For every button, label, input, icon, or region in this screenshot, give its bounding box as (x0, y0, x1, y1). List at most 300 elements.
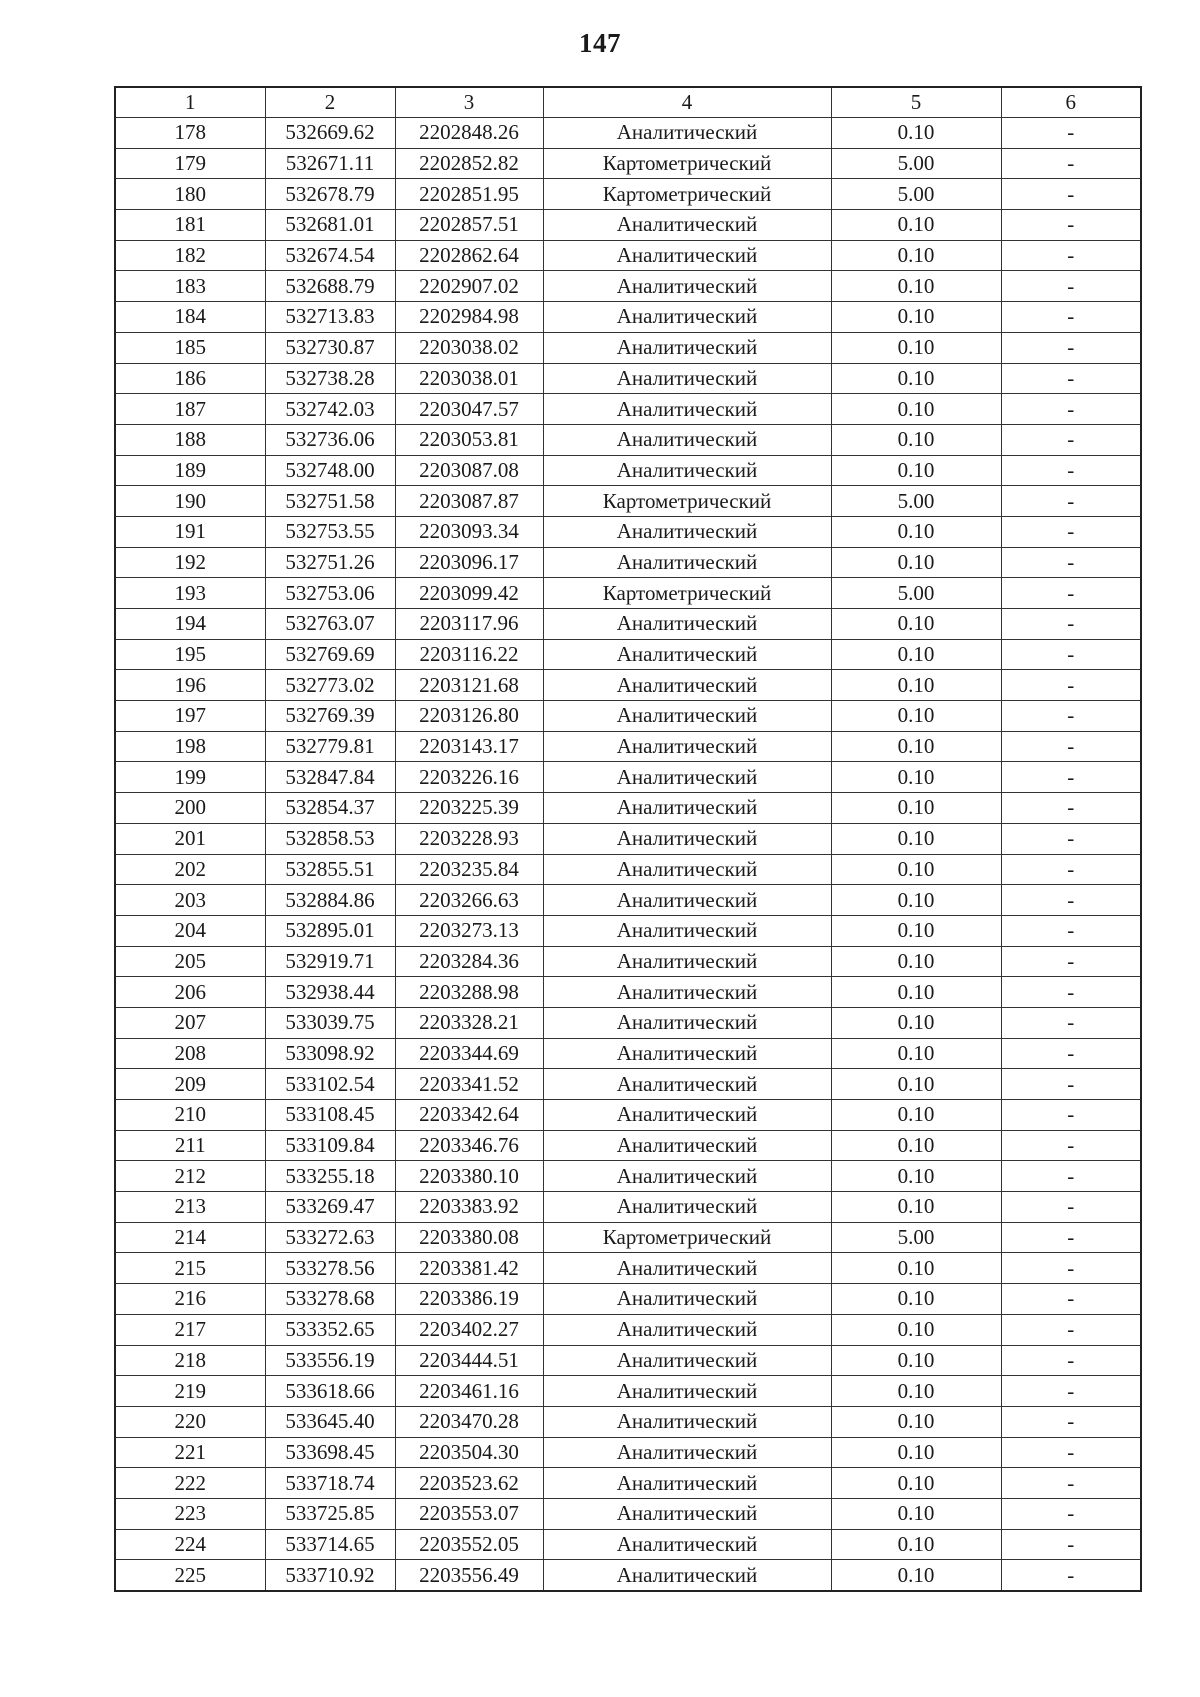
note-cell: - (1001, 1038, 1141, 1069)
point-number-cell: 179 (115, 148, 265, 179)
accuracy-cell: 0.10 (831, 1007, 1001, 1038)
table-row (115, 1406, 1141, 1437)
table-row (115, 578, 1141, 609)
method-cell: Аналитический (543, 271, 831, 302)
accuracy-cell: 0.10 (831, 1437, 1001, 1468)
accuracy-cell: 0.10 (831, 1284, 1001, 1315)
note-cell: - (1001, 1376, 1141, 1407)
point-number-cell: 225 (115, 1560, 265, 1591)
accuracy-cell: 0.10 (831, 1406, 1001, 1437)
point-number-cell: 196 (115, 670, 265, 701)
point-number-cell: 211 (115, 1130, 265, 1161)
accuracy-cell: 0.10 (831, 762, 1001, 793)
column-header-2: 2 (265, 87, 395, 118)
note-cell: - (1001, 1161, 1141, 1192)
x-coordinate-cell: 533725.85 (265, 1498, 395, 1529)
table-row (115, 210, 1141, 241)
x-coordinate-cell: 533278.56 (265, 1253, 395, 1284)
x-coordinate-cell: 532884.86 (265, 885, 395, 916)
method-cell: Аналитический (543, 1468, 831, 1499)
point-number-cell: 188 (115, 424, 265, 455)
x-coordinate-cell: 533352.65 (265, 1314, 395, 1345)
y-coordinate-cell: 2203143.17 (395, 731, 543, 762)
table-row (115, 1069, 1141, 1100)
note-cell: - (1001, 1069, 1141, 1100)
point-number-cell: 209 (115, 1069, 265, 1100)
x-coordinate-cell: 532688.79 (265, 271, 395, 302)
table-row (115, 1468, 1141, 1499)
accuracy-cell: 0.10 (831, 455, 1001, 486)
x-coordinate-cell: 532751.26 (265, 547, 395, 578)
point-number-cell: 198 (115, 731, 265, 762)
table-row (115, 547, 1141, 578)
x-coordinate-cell: 533645.40 (265, 1406, 395, 1437)
note-cell: - (1001, 793, 1141, 824)
note-cell: - (1001, 885, 1141, 916)
table-row (115, 302, 1141, 333)
table-row (115, 148, 1141, 179)
note-cell: - (1001, 1007, 1141, 1038)
point-number-cell: 221 (115, 1437, 265, 1468)
method-cell: Аналитический (543, 609, 831, 640)
x-coordinate-cell: 532748.00 (265, 455, 395, 486)
method-cell: Аналитический (543, 302, 831, 333)
note-cell: - (1001, 363, 1141, 394)
note-cell: - (1001, 1130, 1141, 1161)
column-header-3: 3 (395, 87, 543, 118)
method-cell: Аналитический (543, 670, 831, 701)
accuracy-cell: 0.10 (831, 639, 1001, 670)
table-row (115, 1222, 1141, 1253)
y-coordinate-cell: 2203504.30 (395, 1437, 543, 1468)
table-row (115, 731, 1141, 762)
accuracy-cell: 0.10 (831, 118, 1001, 149)
x-coordinate-cell: 532678.79 (265, 179, 395, 210)
y-coordinate-cell: 2203273.13 (395, 915, 543, 946)
point-number-cell: 203 (115, 885, 265, 916)
column-header-6: 6 (1001, 87, 1141, 118)
y-coordinate-cell: 2203553.07 (395, 1498, 543, 1529)
table-row (115, 1038, 1141, 1069)
table-row (115, 486, 1141, 517)
accuracy-cell: 0.10 (831, 363, 1001, 394)
accuracy-cell: 0.10 (831, 1253, 1001, 1284)
note-cell: - (1001, 547, 1141, 578)
y-coordinate-cell: 2203328.21 (395, 1007, 543, 1038)
method-cell: Аналитический (543, 731, 831, 762)
note-cell: - (1001, 240, 1141, 271)
x-coordinate-cell: 532681.01 (265, 210, 395, 241)
table-row (115, 670, 1141, 701)
accuracy-cell: 0.10 (831, 701, 1001, 732)
method-cell: Аналитический (543, 701, 831, 732)
accuracy-cell: 0.10 (831, 977, 1001, 1008)
column-header-4: 4 (543, 87, 831, 118)
accuracy-cell: 0.10 (831, 854, 1001, 885)
note-cell: - (1001, 854, 1141, 885)
y-coordinate-cell: 2202984.98 (395, 302, 543, 333)
y-coordinate-cell: 2202852.82 (395, 148, 543, 179)
accuracy-cell: 0.10 (831, 1498, 1001, 1529)
y-coordinate-cell: 2203556.49 (395, 1560, 543, 1591)
method-cell: Аналитический (543, 210, 831, 241)
x-coordinate-cell: 533269.47 (265, 1192, 395, 1223)
point-number-cell: 219 (115, 1376, 265, 1407)
accuracy-cell: 5.00 (831, 179, 1001, 210)
note-cell: - (1001, 1222, 1141, 1253)
table-header-row (115, 87, 1141, 118)
y-coordinate-cell: 2203093.34 (395, 516, 543, 547)
point-number-cell: 213 (115, 1192, 265, 1223)
point-number-cell: 214 (115, 1222, 265, 1253)
page-number: 147 (579, 28, 621, 58)
accuracy-cell: 0.10 (831, 332, 1001, 363)
table-row (115, 1130, 1141, 1161)
note-cell: - (1001, 179, 1141, 210)
y-coordinate-cell: 2203344.69 (395, 1038, 543, 1069)
x-coordinate-cell: 533618.66 (265, 1376, 395, 1407)
x-coordinate-cell: 532730.87 (265, 332, 395, 363)
point-number-cell: 217 (115, 1314, 265, 1345)
method-cell: Аналитический (543, 240, 831, 271)
accuracy-cell: 0.10 (831, 946, 1001, 977)
table-row (115, 271, 1141, 302)
point-number-cell: 220 (115, 1406, 265, 1437)
method-cell: Аналитический (543, 1314, 831, 1345)
note-cell: - (1001, 670, 1141, 701)
point-number-cell: 224 (115, 1529, 265, 1560)
note-cell: - (1001, 424, 1141, 455)
x-coordinate-cell: 533718.74 (265, 1468, 395, 1499)
method-cell: Аналитический (543, 1192, 831, 1223)
point-number-cell: 202 (115, 854, 265, 885)
table-row (115, 946, 1141, 977)
table-row (115, 1161, 1141, 1192)
note-cell: - (1001, 823, 1141, 854)
point-number-cell: 218 (115, 1345, 265, 1376)
y-coordinate-cell: 2203126.80 (395, 701, 543, 732)
y-coordinate-cell: 2203117.96 (395, 609, 543, 640)
note-cell: - (1001, 578, 1141, 609)
table-row (115, 1498, 1141, 1529)
note-cell: - (1001, 394, 1141, 425)
accuracy-cell: 0.10 (831, 1192, 1001, 1223)
method-cell: Аналитический (543, 455, 831, 486)
method-cell: Аналитический (543, 885, 831, 916)
table-row (115, 609, 1141, 640)
method-cell: Аналитический (543, 1560, 831, 1591)
note-cell: - (1001, 731, 1141, 762)
x-coordinate-cell: 532713.83 (265, 302, 395, 333)
method-cell: Аналитический (543, 1100, 831, 1131)
y-coordinate-cell: 2203288.98 (395, 977, 543, 1008)
y-coordinate-cell: 2203386.19 (395, 1284, 543, 1315)
method-cell: Аналитический (543, 1437, 831, 1468)
accuracy-cell: 0.10 (831, 1069, 1001, 1100)
method-cell: Аналитический (543, 977, 831, 1008)
accuracy-cell: 5.00 (831, 1222, 1001, 1253)
note-cell: - (1001, 609, 1141, 640)
x-coordinate-cell: 533039.75 (265, 1007, 395, 1038)
point-number-cell: 180 (115, 179, 265, 210)
x-coordinate-cell: 533108.45 (265, 1100, 395, 1131)
x-coordinate-cell: 532895.01 (265, 915, 395, 946)
y-coordinate-cell: 2203047.57 (395, 394, 543, 425)
method-cell: Картометрический (543, 486, 831, 517)
x-coordinate-cell: 532769.39 (265, 701, 395, 732)
x-coordinate-cell: 532669.62 (265, 118, 395, 149)
note-cell: - (1001, 1192, 1141, 1223)
accuracy-cell: 5.00 (831, 578, 1001, 609)
y-coordinate-cell: 2203038.02 (395, 332, 543, 363)
column-header-5: 5 (831, 87, 1001, 118)
x-coordinate-cell: 532919.71 (265, 946, 395, 977)
table-row (115, 793, 1141, 824)
point-number-cell: 216 (115, 1284, 265, 1315)
x-coordinate-cell: 533278.68 (265, 1284, 395, 1315)
y-coordinate-cell: 2203383.92 (395, 1192, 543, 1223)
x-coordinate-cell: 532753.06 (265, 578, 395, 609)
table-row (115, 1529, 1141, 1560)
note-cell: - (1001, 1406, 1141, 1437)
method-cell: Аналитический (543, 118, 831, 149)
note-cell: - (1001, 1314, 1141, 1345)
table-row (115, 1437, 1141, 1468)
method-cell: Аналитический (543, 1253, 831, 1284)
point-number-cell: 206 (115, 977, 265, 1008)
table-row (115, 762, 1141, 793)
y-coordinate-cell: 2202848.26 (395, 118, 543, 149)
x-coordinate-cell: 532854.37 (265, 793, 395, 824)
point-number-cell: 222 (115, 1468, 265, 1499)
y-coordinate-cell: 2203402.27 (395, 1314, 543, 1345)
y-coordinate-cell: 2203087.08 (395, 455, 543, 486)
x-coordinate-cell: 532742.03 (265, 394, 395, 425)
method-cell: Аналитический (543, 1406, 831, 1437)
note-cell: - (1001, 1100, 1141, 1131)
y-coordinate-cell: 2203266.63 (395, 885, 543, 916)
accuracy-cell: 0.10 (831, 1376, 1001, 1407)
method-cell: Аналитический (543, 1130, 831, 1161)
table-row (115, 424, 1141, 455)
table-row (115, 1345, 1141, 1376)
table-row (115, 885, 1141, 916)
y-coordinate-cell: 2203116.22 (395, 639, 543, 670)
accuracy-cell: 0.10 (831, 1038, 1001, 1069)
table-row (115, 1192, 1141, 1223)
table-row (115, 639, 1141, 670)
method-cell: Аналитический (543, 394, 831, 425)
method-cell: Аналитический (543, 1529, 831, 1560)
table-row (115, 701, 1141, 732)
point-number-cell: 208 (115, 1038, 265, 1069)
note-cell: - (1001, 210, 1141, 241)
accuracy-cell: 5.00 (831, 486, 1001, 517)
method-cell: Аналитический (543, 1069, 831, 1100)
method-cell: Картометрический (543, 179, 831, 210)
accuracy-cell: 0.10 (831, 609, 1001, 640)
accuracy-cell: 0.10 (831, 1130, 1001, 1161)
point-number-cell: 185 (115, 332, 265, 363)
method-cell: Аналитический (543, 946, 831, 977)
note-cell: - (1001, 118, 1141, 149)
table-row (115, 394, 1141, 425)
x-coordinate-cell: 533098.92 (265, 1038, 395, 1069)
table-row (115, 1376, 1141, 1407)
note-cell: - (1001, 1284, 1141, 1315)
y-coordinate-cell: 2203225.39 (395, 793, 543, 824)
accuracy-cell: 0.10 (831, 271, 1001, 302)
y-coordinate-cell: 2203121.68 (395, 670, 543, 701)
accuracy-cell: 0.10 (831, 1100, 1001, 1131)
method-cell: Аналитический (543, 1038, 831, 1069)
y-coordinate-cell: 2203381.42 (395, 1253, 543, 1284)
note-cell: - (1001, 1468, 1141, 1499)
method-cell: Аналитический (543, 516, 831, 547)
point-number-cell: 192 (115, 547, 265, 578)
x-coordinate-cell: 532847.84 (265, 762, 395, 793)
point-number-cell: 204 (115, 915, 265, 946)
y-coordinate-cell: 2203235.84 (395, 854, 543, 885)
x-coordinate-cell: 532779.81 (265, 731, 395, 762)
note-cell: - (1001, 639, 1141, 670)
table-row (115, 179, 1141, 210)
method-cell: Аналитический (543, 363, 831, 394)
table-row (115, 1253, 1141, 1284)
y-coordinate-cell: 2203380.08 (395, 1222, 543, 1253)
note-cell: - (1001, 1437, 1141, 1468)
x-coordinate-cell: 533255.18 (265, 1161, 395, 1192)
x-coordinate-cell: 533102.54 (265, 1069, 395, 1100)
note-cell: - (1001, 1560, 1141, 1591)
method-cell: Аналитический (543, 854, 831, 885)
note-cell: - (1001, 946, 1141, 977)
table-row (115, 1314, 1141, 1345)
y-coordinate-cell: 2203053.81 (395, 424, 543, 455)
table-row (115, 455, 1141, 486)
point-number-cell: 178 (115, 118, 265, 149)
accuracy-cell: 0.10 (831, 823, 1001, 854)
y-coordinate-cell: 2203099.42 (395, 578, 543, 609)
point-number-cell: 187 (115, 394, 265, 425)
method-cell: Аналитический (543, 1007, 831, 1038)
y-coordinate-cell: 2203228.93 (395, 823, 543, 854)
table-row (115, 977, 1141, 1008)
note-cell: - (1001, 148, 1141, 179)
table-row (115, 118, 1141, 149)
method-cell: Аналитический (543, 915, 831, 946)
x-coordinate-cell: 532858.53 (265, 823, 395, 854)
point-number-cell: 212 (115, 1161, 265, 1192)
accuracy-cell: 0.10 (831, 793, 1001, 824)
accuracy-cell: 0.10 (831, 1345, 1001, 1376)
table-row (115, 1560, 1141, 1591)
method-cell: Аналитический (543, 547, 831, 578)
table-row (115, 240, 1141, 271)
point-number-cell: 201 (115, 823, 265, 854)
note-cell: - (1001, 1345, 1141, 1376)
point-number-cell: 191 (115, 516, 265, 547)
note-cell: - (1001, 516, 1141, 547)
x-coordinate-cell: 533556.19 (265, 1345, 395, 1376)
accuracy-cell: 0.10 (831, 516, 1001, 547)
accuracy-cell: 0.10 (831, 885, 1001, 916)
table-row (115, 1007, 1141, 1038)
y-coordinate-cell: 2203087.87 (395, 486, 543, 517)
point-number-cell: 183 (115, 271, 265, 302)
y-coordinate-cell: 2203342.64 (395, 1100, 543, 1131)
x-coordinate-cell: 532751.58 (265, 486, 395, 517)
x-coordinate-cell: 532674.54 (265, 240, 395, 271)
note-cell: - (1001, 486, 1141, 517)
method-cell: Аналитический (543, 424, 831, 455)
y-coordinate-cell: 2202851.95 (395, 179, 543, 210)
table-row (115, 823, 1141, 854)
accuracy-cell: 0.10 (831, 915, 1001, 946)
x-coordinate-cell: 532738.28 (265, 363, 395, 394)
point-number-cell: 190 (115, 486, 265, 517)
accuracy-cell: 0.10 (831, 547, 1001, 578)
x-coordinate-cell: 533698.45 (265, 1437, 395, 1468)
accuracy-cell: 0.10 (831, 1314, 1001, 1345)
method-cell: Аналитический (543, 1498, 831, 1529)
point-number-cell: 195 (115, 639, 265, 670)
x-coordinate-cell: 533272.63 (265, 1222, 395, 1253)
accuracy-cell: 0.10 (831, 1161, 1001, 1192)
x-coordinate-cell: 533710.92 (265, 1560, 395, 1591)
point-number-cell: 199 (115, 762, 265, 793)
y-coordinate-cell: 2203341.52 (395, 1069, 543, 1100)
note-cell: - (1001, 1529, 1141, 1560)
note-cell: - (1001, 1253, 1141, 1284)
note-cell: - (1001, 271, 1141, 302)
x-coordinate-cell: 533714.65 (265, 1529, 395, 1560)
note-cell: - (1001, 762, 1141, 793)
table-row (115, 1100, 1141, 1131)
point-number-cell: 205 (115, 946, 265, 977)
table-row (115, 332, 1141, 363)
y-coordinate-cell: 2203470.28 (395, 1406, 543, 1437)
y-coordinate-cell: 2203444.51 (395, 1345, 543, 1376)
table-row (115, 363, 1141, 394)
point-number-cell: 181 (115, 210, 265, 241)
y-coordinate-cell: 2202857.51 (395, 210, 543, 241)
point-number-cell: 200 (115, 793, 265, 824)
point-number-cell: 182 (115, 240, 265, 271)
coordinates-table (114, 86, 1142, 1592)
note-cell: - (1001, 302, 1141, 333)
x-coordinate-cell: 533109.84 (265, 1130, 395, 1161)
method-cell: Аналитический (543, 762, 831, 793)
method-cell: Аналитический (543, 1284, 831, 1315)
accuracy-cell: 0.10 (831, 1529, 1001, 1560)
y-coordinate-cell: 2202907.02 (395, 271, 543, 302)
note-cell: - (1001, 455, 1141, 486)
method-cell: Аналитический (543, 639, 831, 670)
accuracy-cell: 0.10 (831, 302, 1001, 333)
table-row (115, 516, 1141, 547)
table-row (115, 915, 1141, 946)
point-number-cell: 215 (115, 1253, 265, 1284)
method-cell: Аналитический (543, 332, 831, 363)
y-coordinate-cell: 2203461.16 (395, 1376, 543, 1407)
method-cell: Аналитический (543, 1376, 831, 1407)
y-coordinate-cell: 2203038.01 (395, 363, 543, 394)
method-cell: Аналитический (543, 1345, 831, 1376)
y-coordinate-cell: 2203380.10 (395, 1161, 543, 1192)
x-coordinate-cell: 532763.07 (265, 609, 395, 640)
x-coordinate-cell: 532753.55 (265, 516, 395, 547)
